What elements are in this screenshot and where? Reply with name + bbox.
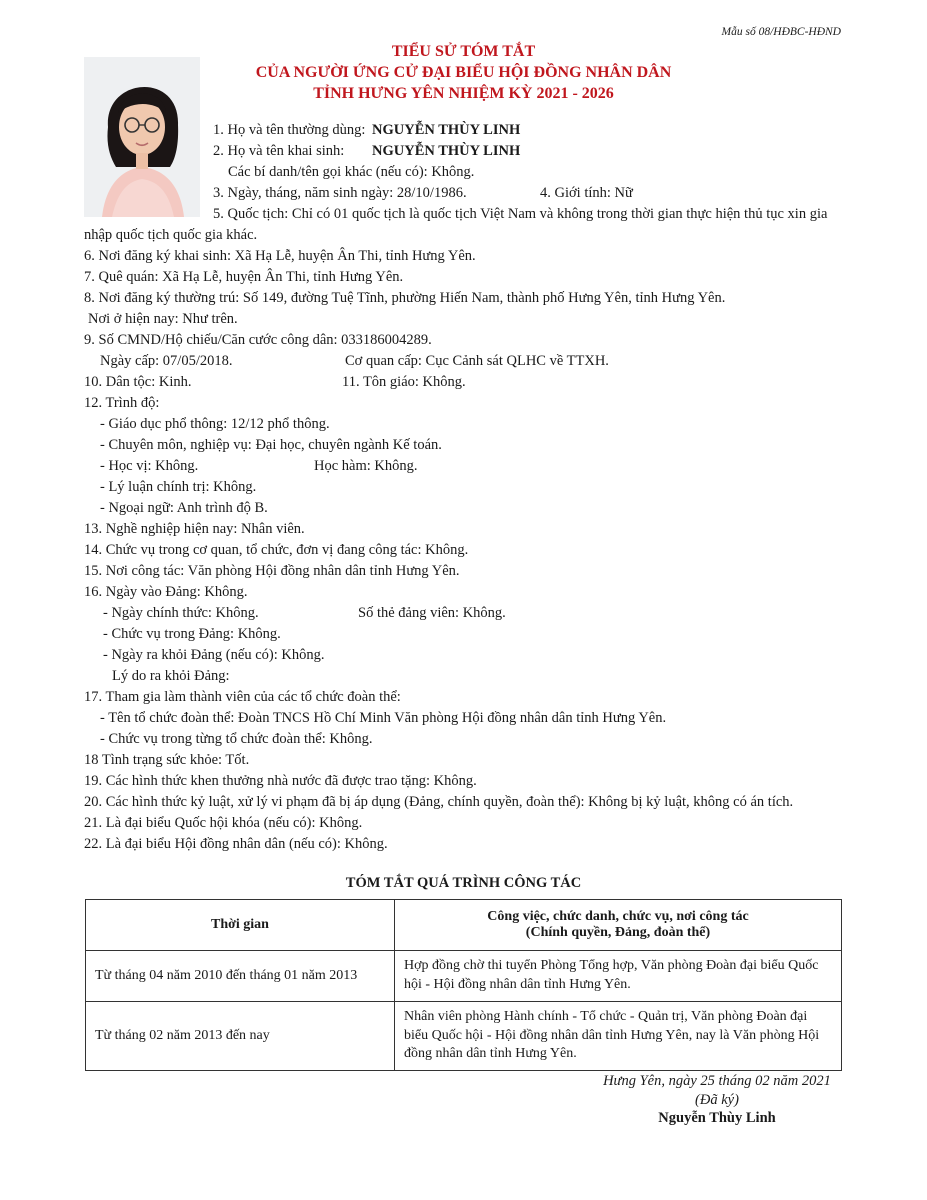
- item-13: 13. Nghề nghiệp hiện nay: Nhân viên.: [84, 521, 305, 537]
- form-code: Mẫu số 08/HĐBC-HĐND: [721, 26, 841, 38]
- item-16d: Lý do ra khỏi Đảng:: [112, 668, 230, 684]
- item-20: 20. Các hình thức kỷ luật, xử lý vi phạm đã bị áp dụng (Đảng, chính quyền, đoàn thể): Không bị kỷ luật, không có án tích.: [84, 794, 794, 810]
- signature-place-date: Hưng Yên, ngày 25 tháng 02 năm 2021: [603, 1073, 831, 1089]
- item-8b: Nơi ở hiện nay: Như trên.: [88, 311, 238, 327]
- portrait-photo: [84, 57, 200, 217]
- item-21: 21. Là đại biểu Quốc hội khóa (nếu có): Không.: [84, 815, 363, 831]
- item-17: 17. Tham gia làm thành viên của các tổ chức đoàn thể:: [84, 689, 401, 705]
- item-16a: - Ngày chính thức: Không.: [103, 605, 259, 621]
- item-12b: - Chuyên môn, nghiệp vụ: Đại học, chuyên ngành Kế toán.: [100, 437, 442, 453]
- item-3: 3. Ngày, tháng, năm sinh ngày: 28/10/1986.: [213, 185, 467, 201]
- header-time: Thời gian: [86, 900, 395, 951]
- table-header-row: [86, 900, 842, 951]
- item-8: 8. Nơi đăng ký thường trú: Số 149, đường Tuệ Tĩnh, phường Hiến Nam, thành phố Hưng Yên, tỉnh Hưng Yên.: [84, 290, 726, 306]
- table-row: [86, 951, 842, 1002]
- item-9-agency: Cơ quan cấp: Cục Cảnh sát QLHC về TTXH.: [345, 353, 609, 369]
- item-16b: - Chức vụ trong Đảng: Không.: [103, 626, 281, 642]
- item-9-date: Ngày cấp: 07/05/2018.: [100, 353, 233, 369]
- signature-name: Nguyễn Thùy Linh: [658, 1110, 776, 1126]
- item-7: 7. Quê quán: Xã Hạ Lễ, huyện Ân Thi, tỉnh Hưng Yên.: [84, 269, 404, 285]
- item-5b: nhập quốc tịch quốc gia khác.: [84, 227, 258, 243]
- item-22: 22. Là đại biểu Hội đồng nhân dân (nếu có): Không.: [84, 836, 388, 852]
- item-16a2: Số thẻ đảng viên: Không.: [358, 605, 506, 621]
- doc-title-3: TỈNH HƯNG YÊN NHIỆM KỲ 2021 - 2026: [313, 85, 614, 102]
- item-aliases: Các bí danh/tên gọi khác (nếu có): Không.: [228, 164, 475, 180]
- row-time: Từ tháng 02 năm 2013 đến nay: [86, 1002, 395, 1071]
- item-12d: - Lý luận chính trị: Không.: [100, 479, 257, 495]
- item-5a: 5. Quốc tịch: Chỉ có 01 quốc tịch là quốc tịch Việt Nam và không trong thời gian thực hiện thủ tục xin gia: [213, 206, 828, 222]
- item-12e: - Ngoại ngữ: Anh trình độ B.: [100, 500, 268, 516]
- item-18: 18 Tình trạng sức khỏe: Tốt.: [84, 752, 250, 768]
- row-time: Từ tháng 04 năm 2010 đến tháng 01 năm 2013: [86, 951, 395, 1002]
- item-16: 16. Ngày vào Đảng: Không.: [84, 584, 248, 600]
- item-1: 1. Họ và tên thường dùng: NGUYỄN THÙY LINH: [213, 122, 521, 138]
- item-11: 11. Tôn giáo: Không.: [342, 374, 466, 390]
- item-17b: - Chức vụ trong từng tổ chức đoàn thể: Không.: [100, 731, 373, 747]
- doc-title-1: TIỂU SỬ TÓM TẮT: [391, 43, 536, 60]
- item-6: 6. Nơi đăng ký khai sinh: Xã Hạ Lễ, huyện Ân Thi, tỉnh Hưng Yên.: [84, 248, 476, 264]
- item-12a: - Giáo dục phổ thông: 12/12 phổ thông.: [100, 416, 330, 432]
- item-17a: - Tên tổ chức đoàn thể: Đoàn TNCS Hồ Chí Minh Văn phòng Hội đồng nhân dân tỉnh Hưng Yên.: [100, 710, 667, 726]
- signature-signed-note: (Đã ký): [695, 1092, 739, 1108]
- item-19: 19. Các hình thức khen thưởng nhà nước đã được trao tặng: Không.: [84, 773, 477, 789]
- header-job-line-1: Công việc, chức danh, chức vụ, nơi công tác: [487, 909, 749, 924]
- item-12c2: Học hàm: Không.: [314, 458, 418, 474]
- header-job-line-2: (Chính quyền, Đảng, đoàn thể): [525, 925, 711, 940]
- doc-title-2: CỦA NGƯỜI ỨNG CỬ ĐẠI BIỂU HỘI ĐỒNG NHÂN DÂN: [255, 64, 672, 81]
- item-2: 2. Họ và tên khai sinh: NGUYỄN THÙY LINH: [213, 143, 521, 159]
- table-row: [86, 1002, 842, 1071]
- header-job: [395, 900, 842, 951]
- item-12: 12. Trình độ:: [84, 395, 160, 411]
- item-9: 9. Số CMND/Hộ chiếu/Căn cước công dân: 033186004289.: [84, 332, 432, 348]
- work-summary-title: TÓM TẮT QUÁ TRÌNH CÔNG TÁC: [345, 875, 582, 891]
- row-job: Hợp đồng chờ thi tuyển Phòng Tổng hợp, Văn phòng Đoàn đại biểu Quốc hội - Hội đồng nhân dân tỉnh Hưng Yên.: [395, 951, 842, 1002]
- item-10: 10. Dân tộc: Kinh.: [84, 374, 192, 390]
- item-15: 15. Nơi công tác: Văn phòng Hội đồng nhân dân tỉnh Hưng Yên.: [84, 563, 460, 579]
- item-12c: - Học vị: Không.: [100, 458, 199, 474]
- work-history-table: [85, 899, 842, 1071]
- item-4: 4. Giới tính: Nữ: [540, 185, 633, 201]
- item-14: 14. Chức vụ trong cơ quan, tổ chức, đơn vị đang công tác: Không.: [84, 542, 469, 558]
- row-job: Nhân viên phòng Hành chính - Tổ chức - Quản trị, Văn phòng Đoàn đại biểu Quốc hội - Hội đồng nhân dân tỉnh Hưng Yên, nay là Văn phòng Hội đồng nhân dân tỉnh Hưng Yên.: [395, 1002, 842, 1071]
- item-16c: - Ngày ra khỏi Đảng (nếu có): Không.: [103, 647, 325, 663]
